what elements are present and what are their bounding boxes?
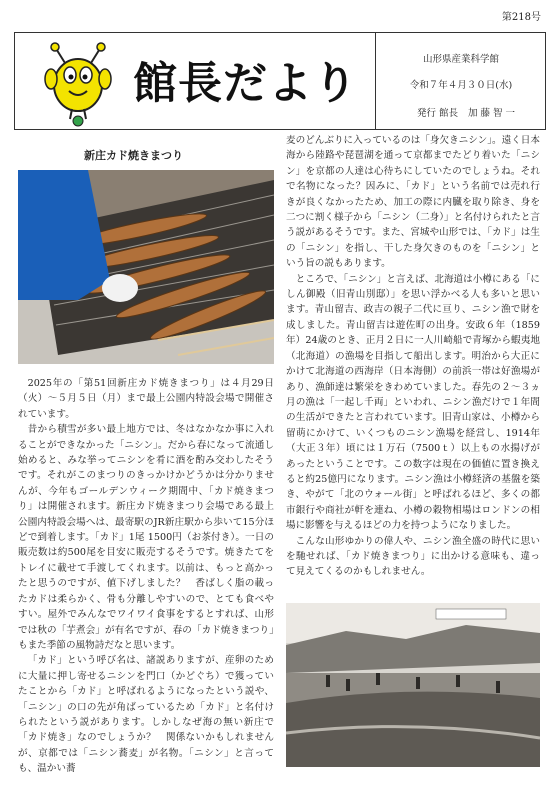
- paragraph-2: 昔から積雪が多い最上地方では、冬はなかなか事に入れることができなかった「ニシン」。だから春になって流通し始めると、みな挙ってニシンを肴に酒を酌み交わしたそうです。それがこのまつりのきっかけかどうかは分かりませんが、今年もゴールデンウィーク期間中、「カド焼きまつり」は開催されます。新庄カド焼きまつり会場である最上公園内特設会場へは、最寄駅のJR新庄駅から歩いて15分ほどで到着します。「カド」1尾 1500円（お茶付き）。一日の販売数は約500尾を目安に販売するそうです。焼きたてをトレイに載せて手渡してくれます。以前は、もっと高かったと思うのですが、値下げしました？ 香ばしく脂の載ったカドは柔らかく、骨も分離しやすいので、とても食べやすい。屋外でみんなでワイワイ食事をするとすれば、山形では秋の「芋煮会」が有名ですが、春の「カド焼きまつり」もまた季節の風物詩だなと思います。: [18, 424, 274, 651]
- paragraph-3: 「カド」という呼び名は、諸説ありますが、産卵のために大量に押し寄せるニシンを門口（かどぐち）で獲っていたことから「カド」と呼ばれるようになったという説や、「ニシン」の口の先が角ばっているため「カド」と名付けられたという説があります。しかしなぜ海の無い新庄で「カド焼き」なのでしょうか？ 関係ないかもしれませんが、京都では「ニシン蕎麦」が名物。「ニシン」と言っても、温かい蕎: [18, 655, 274, 775]
- paragraph-5: ところで、「ニシン」と言えば、北海道は小樽にある「にしん御殿（旧青山別邸）」を思い浮かべる人も多いと思います。青山留吉、政吉の親子二代に亘り、ニシン漁で財を成しました。青山留吉は遊佐町の出身。安政６年（1859年）24歳のとき、正月２日に一人川崎船で青塚から蝦夷地（北海道）の漁場を目指して船出します。明治から大正にかけて北海道の西海岸（日本海側）の前浜一帯は好漁場があり、漁師達は繁栄をきわめていました。春先の２～３ヵ月の漁は「一起し千両」といわれ、ニシン漁だけで１年間の生活ができたと言われています。旧青山家は、小樽から留萌にかけて、いくつものニシン漁場を経営し、1914年（大正３年）頃には１万石（7500ｔ）以上もの水揚げがあったということです。この数字は現在の価値に置き換えると約25億円になります。ニシン漁は小樽経済の基盤を築き、やがて「北のウォール街」と呼ばれるほど、多くの都市銀行や商社が軒を連ね、小樽の穀物相場はロンドンの相場に影響を与えるほどの力を持つようになりました。: [286, 273, 540, 532]
- publisher-label: 発行 館長: [416, 108, 458, 119]
- article-right-column: [286, 133, 540, 580]
- paragraph-1: 2025年の「第51回新庄カド焼きまつり」は４月29日（火）～５月５日（月）まで最上公園内特設会場で開催されています。: [18, 378, 274, 420]
- historic-herring-fishery-photo: [286, 603, 540, 767]
- newsletter-header: [14, 32, 546, 130]
- article-title: 新庄カド焼きまつり: [84, 149, 183, 162]
- newsletter-title: 館長だより: [133, 58, 358, 109]
- museum-name: 山形県産業科学館: [422, 54, 499, 65]
- issue-number: 第218号: [501, 12, 541, 23]
- publisher-name: 加 藤 智 一: [467, 108, 516, 119]
- paragraph-6: こんな山形ゆかりの偉人や、ニシン漁全盛の時代に思いを馳せれば、「カド焼きまつり」に出かける意味も、違って見えてくるのかもしれません。: [286, 535, 540, 578]
- article-left-column: [18, 376, 274, 777]
- publisher: [377, 105, 545, 119]
- paragraph-4: 麦のどんぶりに入っているのは「身欠きニシン」。遠く日本海から陸路や琵琶湖を通って京都までたどり着いた「ニシン」を京都の人達は心待ちにしていたのでしょうね。それで名物になった？因みに、「カド」という名前では売れ行きが良くなかったため、加工の際に内臓を取り除き、身を二つに割く様子から「ニシン（二身）」と名付けられたと言う説があるそうです。また、宮城や山形では、「カド」は生の「ニシン」を指し、干した身欠きのものを「ニシン」という旨の説もあります。: [286, 135, 540, 270]
- grilled-herring-photo: [18, 170, 274, 364]
- issue-date: 令和７年４月３０日(水): [409, 80, 513, 91]
- mascot-logo-icon: [35, 39, 123, 127]
- header-divider: [375, 33, 376, 129]
